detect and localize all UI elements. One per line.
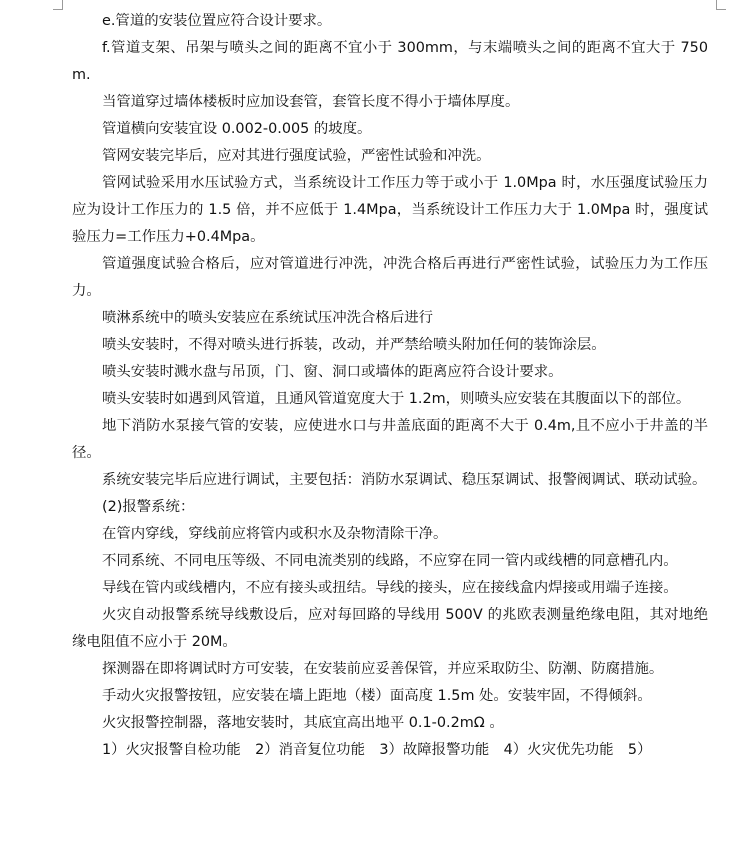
paragraph-sprinkler-no-alteration: 喷头安装时，不得对喷头进行拆装，改动，并严禁给喷头附加任何的装饰涂层。 <box>102 337 606 353</box>
paragraph-wire-joints: 导线在管内或线槽内，不应有接头或扭结。导线的接头，应在接线盒内焊接或用端子连接。 <box>102 580 678 596</box>
margin-corner-mark-left <box>53 0 63 10</box>
paragraph-detector-install: 探测器在即将调试时方可安装，在安装前应妥善保管，并应采取防尘、防潮、防腐措施。 <box>102 661 664 677</box>
section-heading-alarm-system: (2)报警系统： <box>102 499 195 515</box>
paragraph-pipe-sleeve: 当管道穿过墙体楼板时应加设套管，套管长度不得小于墙体厚度。 <box>102 94 520 110</box>
paragraph-separate-circuits: 不同系统、不同电压等级、不同电流类别的线路，不应穿在同一管内或线槽的同意槽孔内。 <box>102 553 678 569</box>
paragraph-pipe-support-distance: f.管道支架、吊架与喷头之间的距离不宜小于 300mm，与末端喷头之间的距离不宜大于 750m. <box>72 40 708 83</box>
margin-corner-mark-right <box>716 0 726 10</box>
paragraph-sprinkler-install-timing: 喷淋系统中的喷头安装应在系统试压冲洗合格后进行 <box>102 310 433 326</box>
paragraph-deflector-distance: 喷头安装时溅水盘与吊顶，门、窗、洞口或墙体的距离应符合设计要求。 <box>102 364 563 380</box>
paragraph-system-commissioning: 系统安装完毕后应进行调试，主要包括：消防水泵调试、稳压泵调试、报警阀调试、联动试验。 <box>102 472 707 488</box>
paragraph-function-list: 1）火灾报警自检功能 2）消音复位功能 3）故障报警功能 4）火灾优先功能 5） <box>102 742 652 758</box>
paragraph-pipe-network-tests: 管网安装完毕后，应对其进行强度试验，严密性试验和冲洗。 <box>102 148 491 164</box>
paragraph-manual-call-point: 手动火灾报警按钮，应安装在墙上距地（楼）面高度 1.5m 处。安装牢固，不得倾斜。 <box>102 688 652 704</box>
paragraph-control-panel: 火灾报警控制器，落地安装时，其底宜高出地平 0.1-0.2mΩ 。 <box>102 715 504 731</box>
paragraph-air-duct: 喷头安装时如遇到风管道，且通风管道宽度大于 1.2m，则喷头应安装在其腹面以下的部位。 <box>102 391 691 407</box>
document-body <box>72 8 708 764</box>
paragraph-insulation-test: 火灾自动报警系统导线敷设后，应对每回路的导线用 500V 的兆欧表测量绝缘电阻，其对地绝缘电阻值不应小于 20M。 <box>72 607 708 650</box>
paragraph-wiring-cleaning: 在管内穿线，穿线前应将管内或积水及杂物清除干净。 <box>102 526 448 542</box>
paragraph-hydrostatic-test: 管网试验采用水压试验方式，当系统设计工作压力等于或小于 1.0Mpa 时，水压强度试验压力应为设计工作压力的 1.5 倍，并不应低于 1.4Mpa，当系统设计工作压力大于 1.0Mpa 时，强度试验压力=工作压力+0.4Mpa。 <box>72 175 708 245</box>
paragraph-flushing: 管道强度试验合格后，应对管道进行冲洗，冲洗合格后再进行严密性试验，试验压力为工作压力。 <box>72 256 708 299</box>
paragraph-pump-connection: 地下消防水泵接气管的安装，应使进水口与井盖底面的距离不大于 0.4m,且不应小于井盖的半径。 <box>72 418 708 461</box>
paragraph-pipe-position: e.管道的安装位置应符合设计要求。 <box>102 13 332 29</box>
paragraph-pipe-slope: 管道横向安装宜设 0.002-0.005 的坡度。 <box>102 121 372 137</box>
